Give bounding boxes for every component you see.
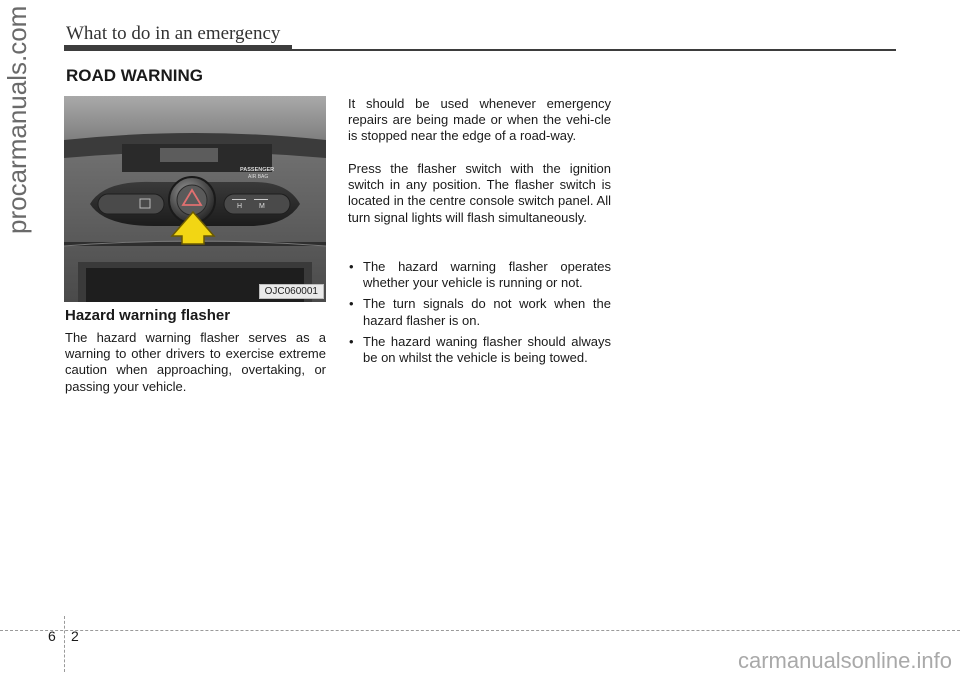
side-watermark: procarmanuals.com xyxy=(2,5,32,234)
list-item-text: The turn signals do not work when the hazard flasher is on. xyxy=(363,296,611,328)
hazard-flasher-description: The hazard warning flasher serves as a warning to other drivers to exercise extreme caution when approaching, overtaking, or passing your vehicle. xyxy=(65,330,326,394)
bottom-watermark: carmanualsonline.info xyxy=(737,648,952,673)
page-number: 2 xyxy=(71,628,79,644)
button-label-h: H xyxy=(237,203,243,210)
panel-text-line2: AIR BAG xyxy=(248,174,269,180)
figure-code: OJC060001 xyxy=(259,284,324,299)
subheading-hazard-warning-flasher: Hazard warning flasher xyxy=(65,307,231,324)
switch-location-paragraph: Press the flasher switch with the ignition switch in any position. The flasher switch is located in the centre console switch panel. All turn signal lights will flash simultaneously. xyxy=(348,161,611,225)
bullet-glyph: • xyxy=(349,296,354,312)
header-title: What to do in an emergency xyxy=(66,23,281,44)
list-item xyxy=(348,259,611,291)
list-item xyxy=(348,296,611,328)
usage-paragraph: It should be used whenever emergency repairs are being made or when the vehi-cle is stopped near the edge of a road-way. xyxy=(348,96,611,144)
list-item xyxy=(348,334,611,366)
notes-list xyxy=(348,259,611,371)
bullet-glyph: • xyxy=(349,259,354,274)
hazard-switch-photo xyxy=(64,96,326,302)
button-label-m: M xyxy=(259,203,265,210)
chapter-number: 6 xyxy=(48,628,56,644)
dashboard-illustration xyxy=(64,96,326,302)
footer-divider xyxy=(64,616,65,672)
section-title: ROAD WARNING xyxy=(66,66,203,85)
panel-text-line1: PASSENGER xyxy=(240,167,275,173)
header-rule xyxy=(292,49,896,51)
list-item-text: The hazard warning flasher operates whether your vehicle is running or not. xyxy=(363,259,611,291)
header-bar xyxy=(64,45,292,51)
list-item-text: The hazard waning flasher should always be on whilst the vehicle is being towed. xyxy=(363,333,611,366)
footer-rule xyxy=(0,630,960,631)
bullet-glyph: • xyxy=(349,333,354,349)
